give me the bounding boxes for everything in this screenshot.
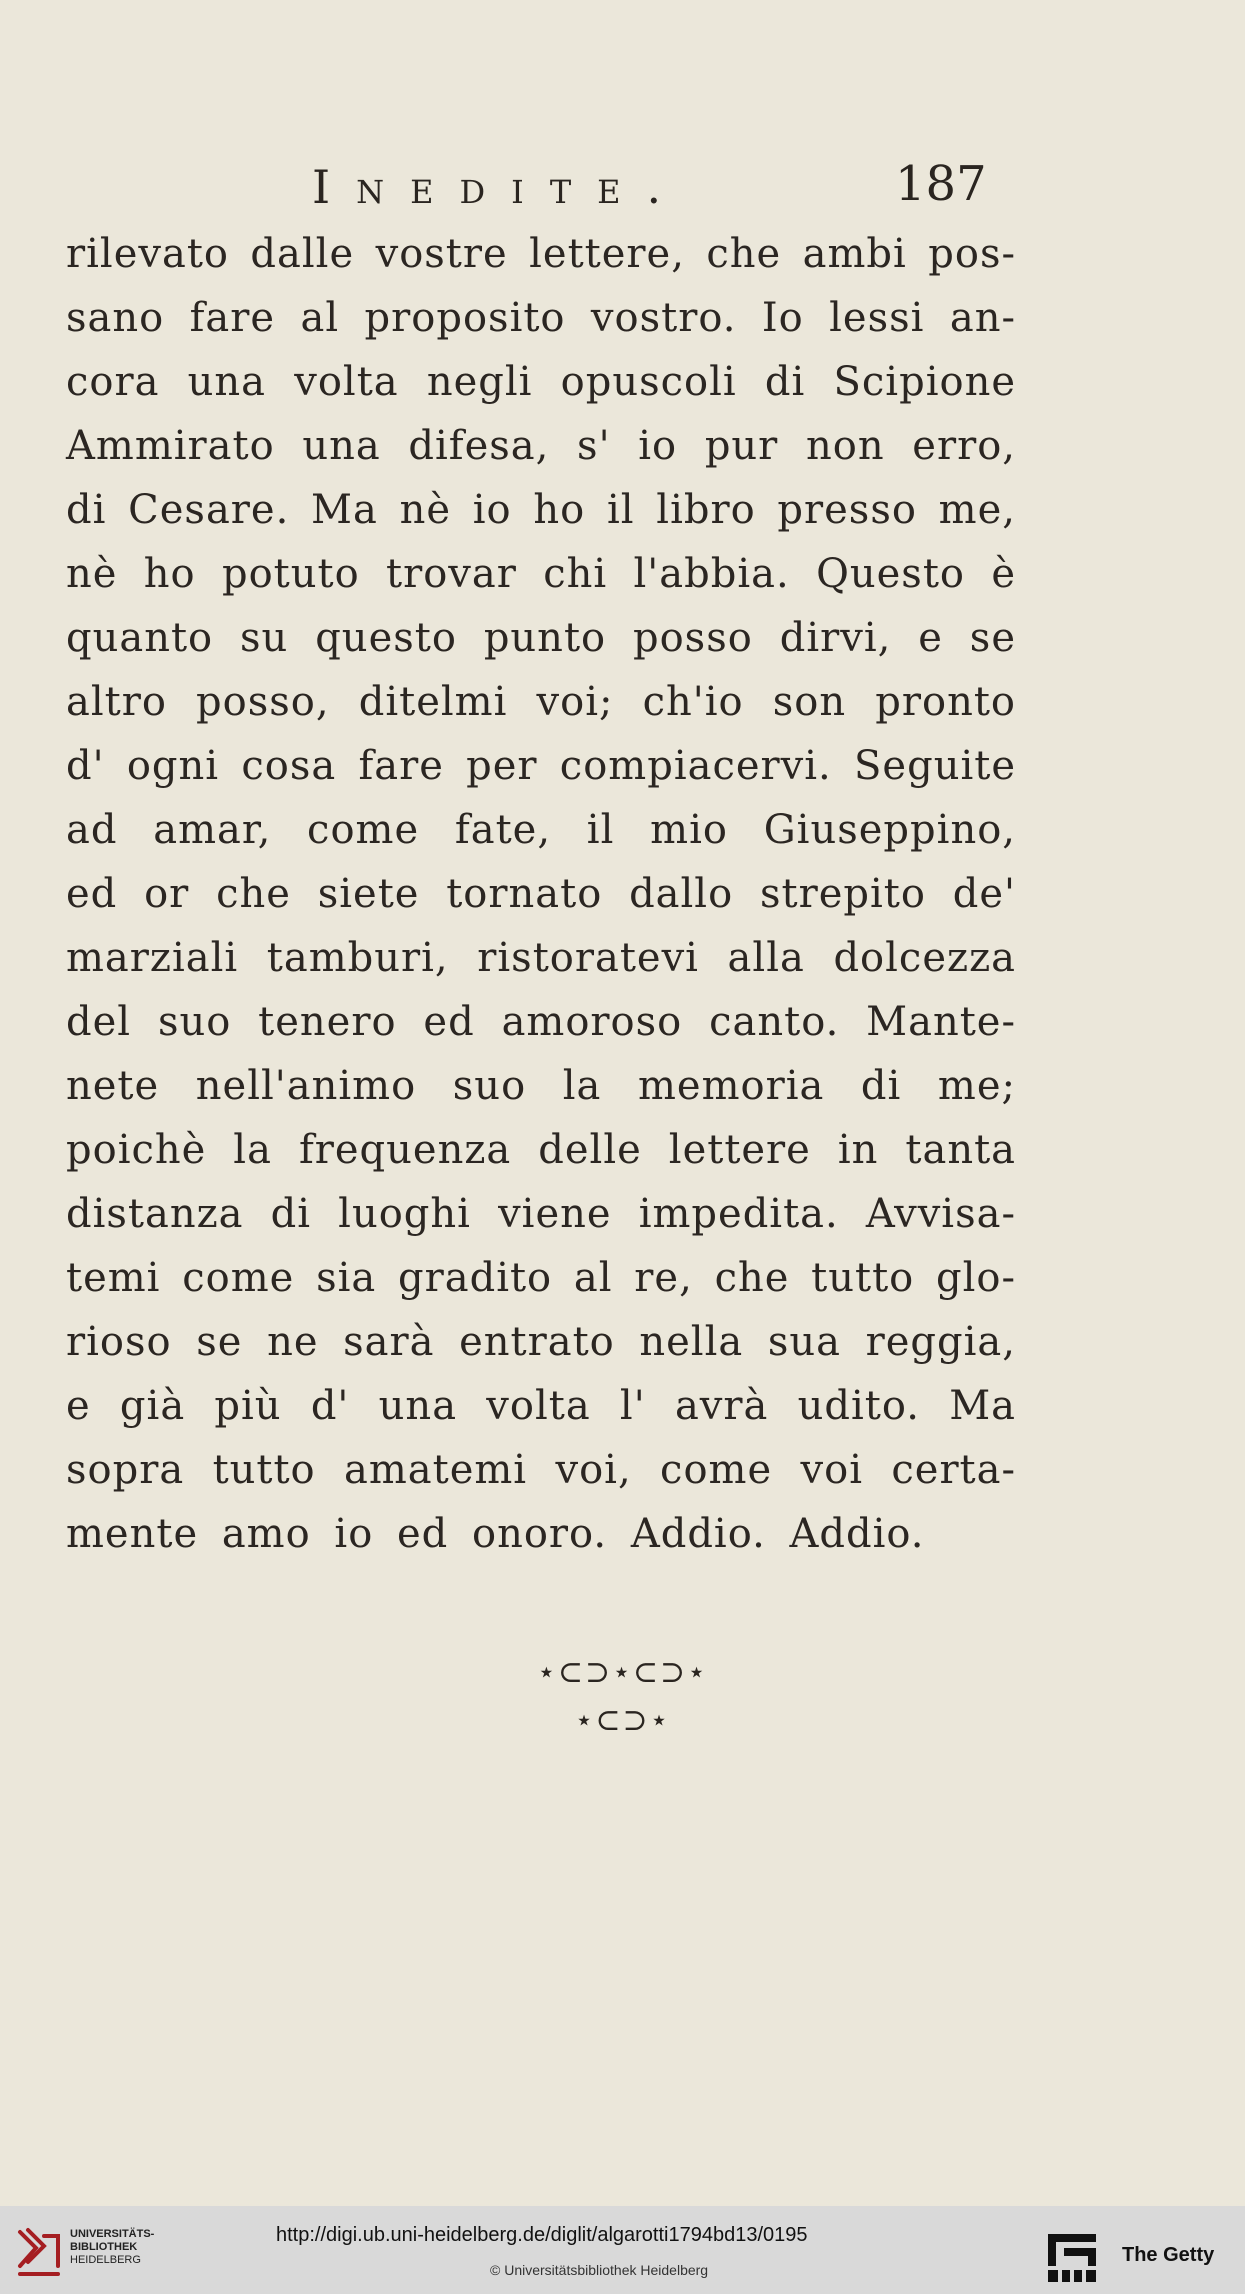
institution-line: UNIVERSITÄTS- — [70, 2228, 155, 2240]
text-line: cora una volta negli opuscoli di Scipione — [66, 359, 1016, 405]
institution-line: HEIDELBERG — [70, 2254, 141, 2266]
tail-ornament-row-2: ⋆⊂⊃⋆ — [574, 1703, 671, 1738]
text-line: altro posso, ditelmi voi; ch'io son pronto — [66, 679, 1016, 725]
getty-logo-icon[interactable] — [1046, 2232, 1098, 2284]
text-line: temi come sia gradito al re, che tutto glo- — [66, 1255, 1016, 1301]
running-title: Inedite. — [312, 160, 688, 214]
letter-text — [66, 222, 1016, 1566]
institution-line: BIBLIOTHEK — [70, 2241, 138, 2253]
university-library-logo-icon[interactable] — [14, 2226, 64, 2278]
institution-name — [70, 2228, 154, 2267]
text-line: sano fare al proposito vostro. Io lessi an- — [66, 295, 1016, 341]
text-line: d' ogni cosa fare per compiacervi. Seguite — [66, 743, 1016, 789]
text-line: distanza di luoghi viene impedita. Avvisa- — [66, 1191, 1016, 1237]
text-line: mente amo io ed onoro. Addio. Addio. — [66, 1511, 925, 1557]
permalink-url[interactable]: http://digi.ub.uni-heidelberg.de/diglit/algarotti1794bd13/0195 — [276, 2224, 808, 2246]
text-line: rilevato dalle vostre lettere, che ambi pos- — [66, 231, 1016, 277]
page-header — [0, 150, 1245, 230]
text-line: nete nell'animo suo la memoria di me; — [66, 1063, 1016, 1109]
text-line: poichè la frequenza delle lettere in tanta — [66, 1127, 1016, 1173]
tail-ornament-row-1: ⋆⊂⊃⋆⊂⊃⋆ — [537, 1655, 708, 1690]
text-line: del suo tenero ed amoroso canto. Mante- — [66, 999, 1016, 1045]
text-line: quanto su questo punto posso dirvi, e se — [66, 615, 1016, 661]
text-line: sopra tutto amatemi voi, come voi certa- — [66, 1447, 1016, 1493]
text-line: ed or che siete tornato dallo strepito de' — [66, 871, 1016, 917]
partner-name: The Getty — [1122, 2244, 1215, 2266]
copyright-notice: © Universitätsbibliothek Heidelberg — [490, 2262, 709, 2278]
text-line: e già più d' una volta l' avrà udito. Ma — [66, 1383, 1016, 1429]
text-line: Ammirato una difesa, s' io pur non erro, — [66, 423, 1016, 469]
text-line: ad amar, come fate, il mio Giuseppino, — [66, 807, 1016, 853]
text-line: rioso se ne sarà entrato nella sua reggia, — [66, 1319, 1016, 1365]
text-line: di Cesare. Ma nè io ho il libro presso me, — [66, 487, 1016, 533]
page-number: 187 — [895, 156, 987, 212]
viewer-footer — [0, 2206, 1245, 2294]
text-line: nè ho potuto trovar chi l'abbia. Questo è — [66, 551, 1016, 597]
text-line: marziali tamburi, ristoratevi alla dolcezza — [66, 935, 1016, 981]
